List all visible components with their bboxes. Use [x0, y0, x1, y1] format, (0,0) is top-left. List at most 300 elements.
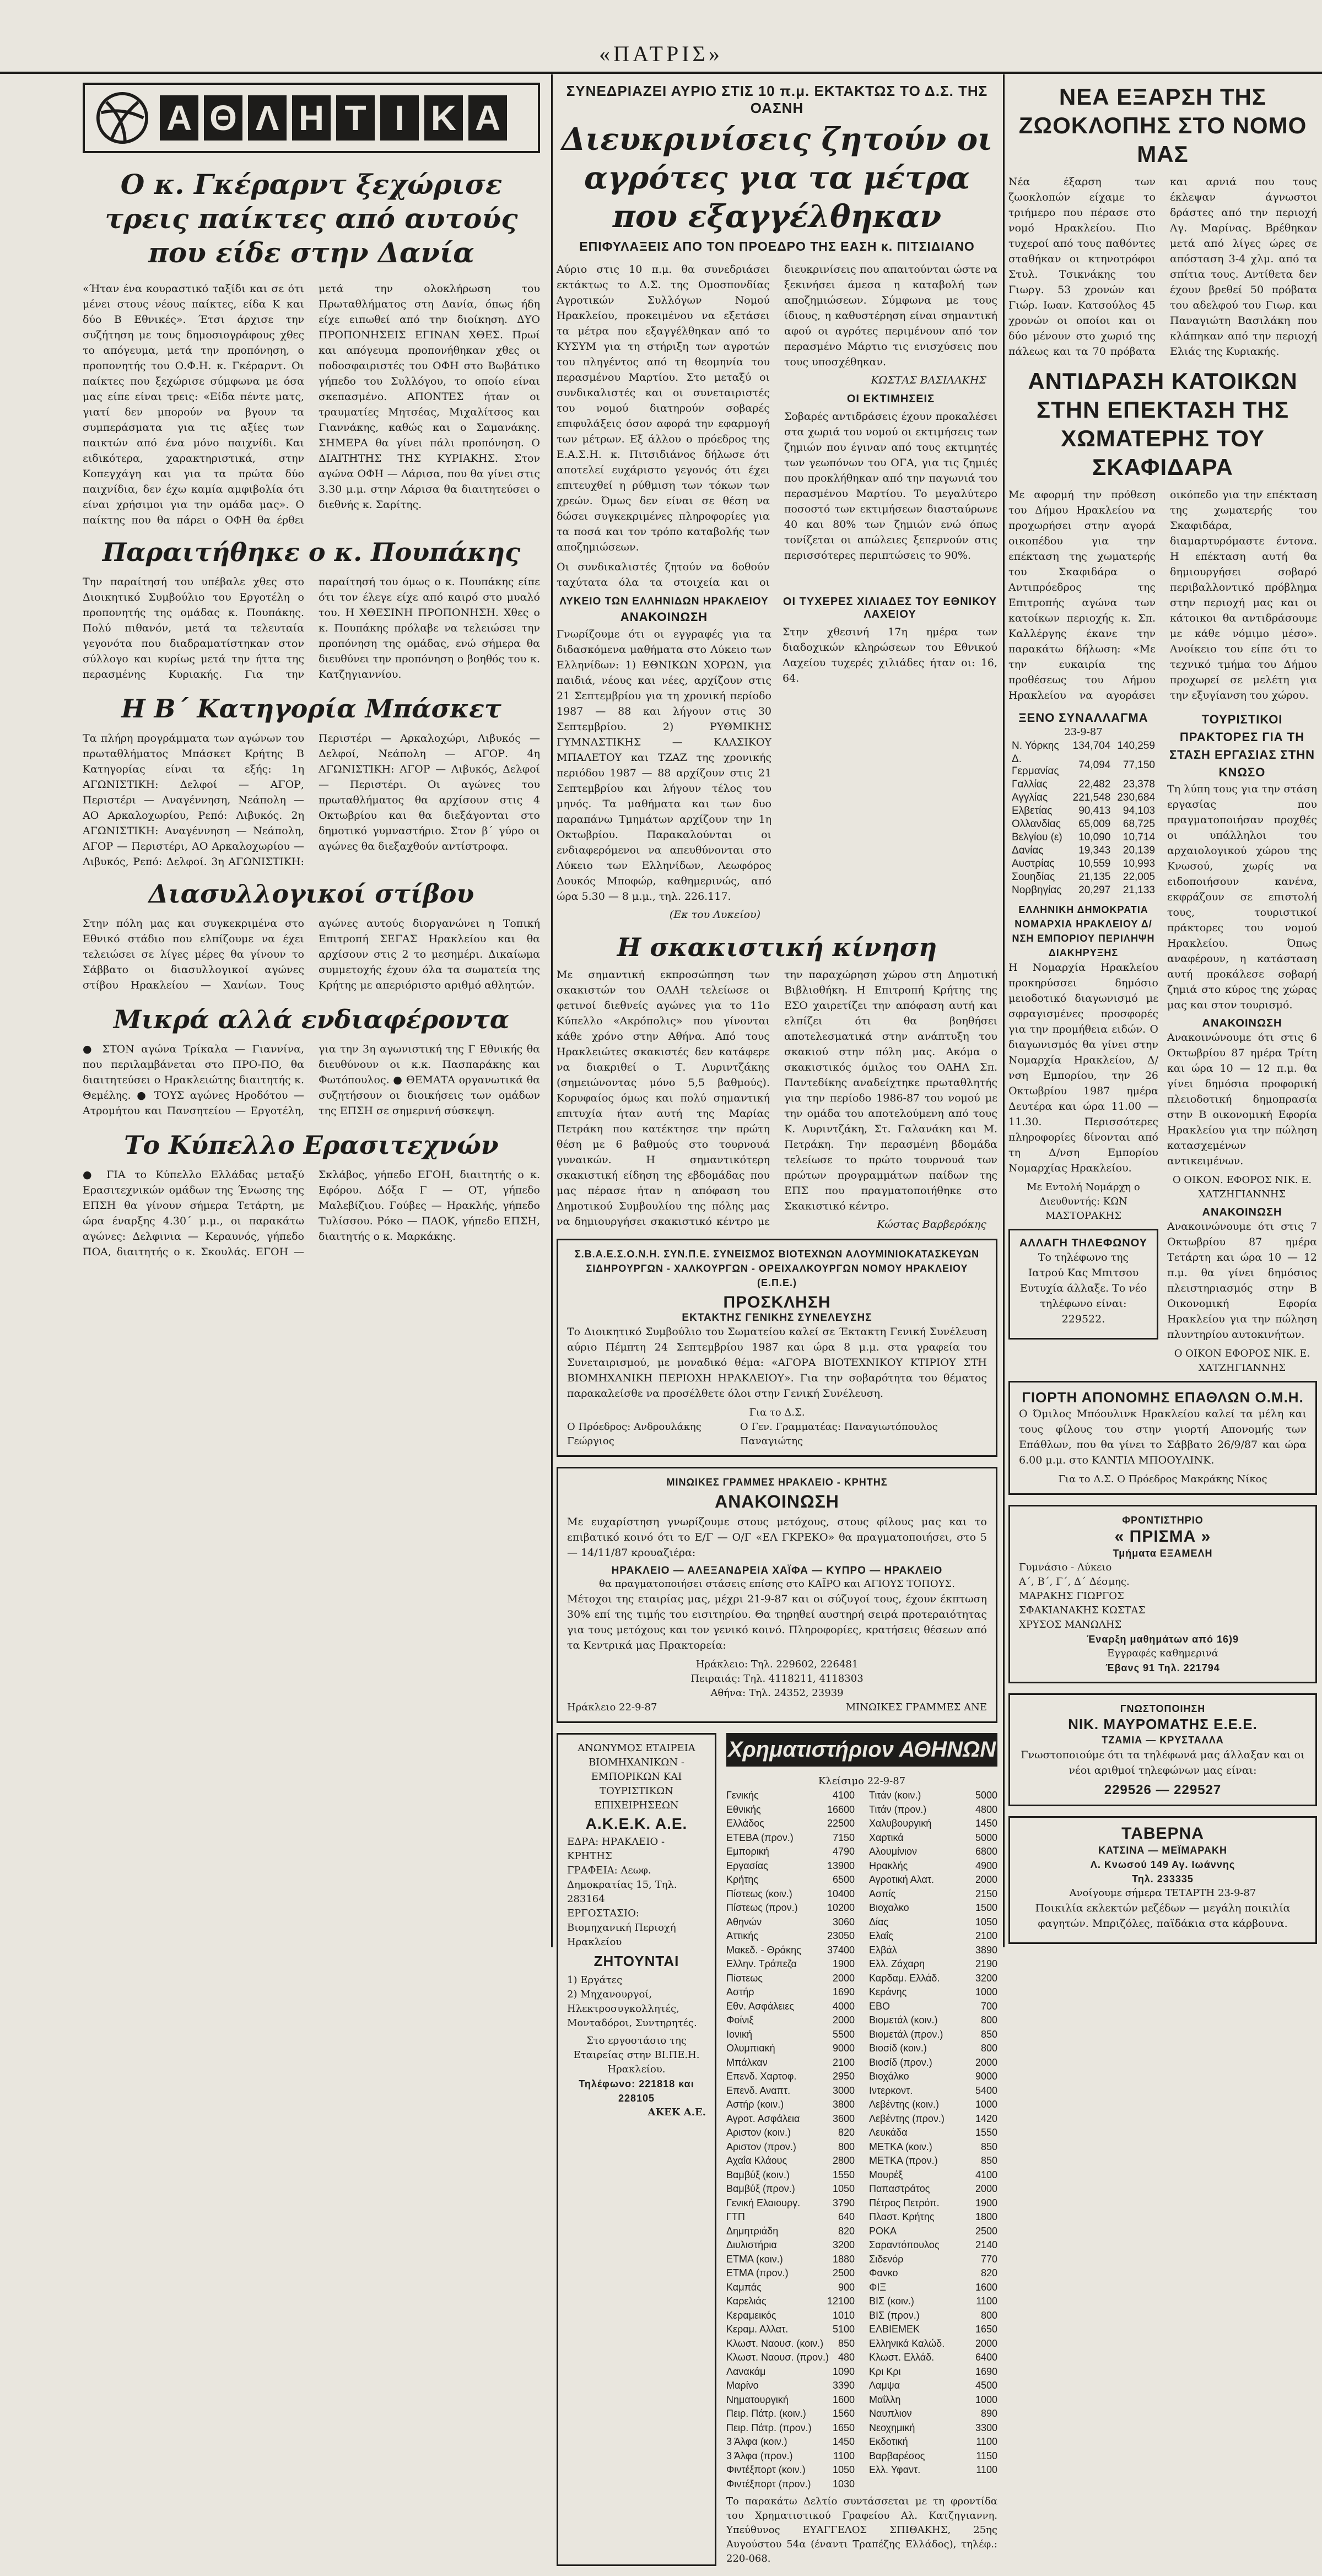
union-body: Το Διοικητικό Συμβούλιο του Σωματείου καλεί σε Έκτακτη Γενική Συνέλευση αύριο Πέμπτη 24 Σεπτεμβρίου 1987 και ώρα 8 μ.μ. στα γραφεία του Συνεταιρισμού, με μοναδικό θέμα: «ΑΓΟΡΑ ΒΙΟΤΕΧΝΙΚΟΥ ΚΤΙΡΙΟΥ ΣΤΗ ΒΙΟΜΗΧΑΝΙΚΗ ΠΕΡΙΟΧΗ ΗΡΑΚΛΕΙΟΥ». Για την σοβαρότητα του θέματος παρακαλείσθε να προσέλθετε όλοι στην Γενική Συνέλευση. [567, 1326, 987, 1400]
rate-currency: Αυστρίας [1012, 858, 1055, 870]
stock-name: Μακεδ. - Θράκης [726, 1944, 801, 1956]
stock-row [726, 2098, 855, 2112]
akek-factory: ΕΡΓΟΣΤΑΣΙΟ: Βιομηχανική Περιοχή Ηρακλείου [567, 1908, 676, 1948]
stock-name: ΜΕΤΚΑ (κοιν.) [869, 2141, 932, 2152]
stock-price: 1100 [976, 2436, 997, 2447]
akek-phones: Τηλέφωνο: 221818 και 228105 [579, 2078, 694, 2104]
stock-price: 6800 [975, 1846, 997, 1857]
stock-name: Πίστεως [726, 1972, 763, 1984]
stock-row [869, 1915, 997, 1930]
stock-price: 1010 [832, 2309, 855, 2321]
stock-row [869, 1901, 997, 1915]
stock-row [726, 2196, 855, 2211]
stock-name: ΕΤΕΒΑ (προν.) [726, 1832, 794, 1843]
stock-row [726, 1915, 855, 1930]
stock-row [869, 2182, 997, 2196]
stock-name: Βιοχαλκο [869, 1902, 909, 1913]
stock-name: Βαμβύξ (κοιν.) [726, 2169, 790, 2180]
akek-line: ΑΝΩΝΥΜΟΣ ΕΤΑΙΡΕΙΑ [578, 1742, 695, 1754]
stock-price: 3890 [975, 1944, 997, 1956]
rustling-story [1008, 174, 1317, 361]
rate-sell: 22,005 [1123, 871, 1155, 883]
stock-name: Βαρβαρέσος [869, 2450, 925, 2461]
stock-price: 1000 [975, 1986, 997, 1997]
stock-row [726, 2224, 855, 2239]
rate-currency: Γαλλίας [1012, 779, 1048, 790]
stock-price: 1100 [833, 2450, 855, 2461]
banner-letter: Κ [424, 95, 463, 141]
stock-row [726, 2449, 855, 2464]
stock-note: Το παρακάτω Δελτίο συντάσσεται με τη φροντίδα του Χρηματιστικού Γραφείου Αλ. Κατζηγιαννη. Υπεύθυνος ΕΥΑΓΓΕΛΟΣ ΣΠΙΘΑΚΗΣ, 25ης Αυγούστου 54α (έναντι Τραπέζης Ελλάδος), τηλέφ.: 220-068. [726, 2496, 997, 2564]
article-body: Τα πλήρη προγράμματα των αγώνων του πρωταθλήματος Μπάσκετ Κρήτης Β Κατηγορίας είναι τα εξής: 1η ΑΓΩΝΙΣΤΙΚΗ: Δελφοί — ΑΓΟΡ, Περιστέρι — Αναγέννηση, Νεάπολη — ΑΟ Αρκαλοχωρίου, Ρεπό: Λιβυκός. 2η ΑΓΩΝΙΣΤΙΚΗ: Αναγέννηση — Νεάπολη, ΑΓΟΡ — Περιστέρι, ΑΟ Αρκαλοχωρίου — Λιβυκός, Ρεπό: Δελφοί. 3η ΑΓΩΝΙΣΤΙΚΗ: Περιστέρι — Αρκαλοχώρι, Λιβυκός — Δελφοί, Νεάπολη — ΑΓΟΡ. 4η ΑΓΩΝΙΣΤΙΚΗ: ΑΓΟΡ — Λιβυκός, Δελφοί — Περιστέρι. Οι αγώνες του πρωταθλήματος θα αρχίσουν στις 4 Οκτωβρίου και θα διεξάγονται στο δημοτικό γυμναστήριο. Στον β΄ γύρο οι αγώνες θα διεξαχθούν αντίστροφα. [83, 732, 540, 868]
rate-sell: 230,684 [1117, 792, 1155, 803]
stock-price: 3800 [832, 2099, 855, 2110]
stock-row [726, 2056, 855, 2070]
stock-price: 2950 [832, 2071, 855, 2082]
mavromatis-label: ΓΝΩΣΤΟΠΟΙΗΣΗ [1120, 1703, 1206, 1714]
stock-name: Εθνικής [726, 1803, 761, 1815]
stock-row [726, 2351, 855, 2365]
stock-price: 6400 [975, 2352, 997, 2363]
stock-row [726, 2042, 855, 2056]
stock-price: 900 [838, 2281, 855, 2293]
stock-name: Ελλάδος [726, 1818, 764, 1829]
stock-price: 5000 [975, 1790, 997, 1801]
article-body: «Ήταν ένα κουραστικό ταξίδι και σε ότι μένει στους νέους παίκτες, είδα Κ και δύο Β Εθνικές». Έτσι άρχισε την συζήτηση με τους δημοσιογράφους χθες το απόγευμα, μετά την προπόνηση, ο προπονητής του Ο.Φ.Η. κ. Γκέραρντ. Οι παίκτες που ξεχώρισε σύμφωνα με όσα μας είπε είναι τρεις: «Είδα πέντε ματς, γιατί δεν μπορούν να βγουν τα συμπεράσματα για τις αξίες των παικτών από ένα μόνο παιχνίδι. Και ειδικότερα, χαρακτηριστικά, στην Κοπεγχάγη και για τα πρώτα δύο παιχνίδια, δεν έχω καμία αμφιβολία ότι είναι χρήσιμοι για την ομάδα μας». Ο παίκτης που θα πάρει ο ΟΦΗ θα έρθει μετά την ολοκλήρωση του Πρωταθλήματος στη Δανία, όπως ήδη είχε ειπωθεί από την διοίκηση. ΔΥΟ ΠΡΟΠΟΝΗΣΕΙΣ ΕΓΙΝΑΝ ΧΘΕΣ. Πρωί και απόγευμα προπονήθηκαν χθες οι ποδοσφαιριστές του ΟΦΗ στο Βωβάτικο γήπεδο του Συλλόγου, το οποίο είναι σκεπασμένο. ΑΠΟΝΤΕΣ ήταν οι τραυματίες Μητσέας, Μιχαλίτσος και Γιαννάκης, καθώς και ο Σαμανάκης. ΣΗΜΕΡΑ θα γίνει πάλι προπόνηση. Ο ΔΙΑΙΤΗΤΗΣ ΤΗΣ ΚΥΡΙΑΚΗΣ. Στον αγώνα ΟΦΗ — Λάρισα, που θα γίνει στις 3.30 μ.μ. στην Λάρισα θα διαιτητεύσει ο διεθνής κ. Σαρίτης. [83, 283, 540, 526]
stock-name: Πίστεως (κοιν.) [726, 1888, 792, 1899]
masthead: «ΠΑΤΡΙΣ» [599, 41, 723, 66]
stock-row [726, 2477, 855, 2492]
rate-sell: 140,259 [1117, 740, 1155, 752]
stock-price: 2500 [832, 2267, 855, 2278]
stock-price: 5000 [975, 1832, 997, 1843]
union-heading: Σ.Β.Α.Ε.Σ.Ο.Ν.Η. ΣΥΝ.Π.Ε. ΣΥΝΕΙΣΜΟΣ ΒΙΟΤΕΧΝΩΝ ΑΛΟΥΜΙΝΙΟΚΑΤΑΣΚΕΥΩΝ ΣΙΔΗΡΟΥΡΓΩΝ - ΧΑΛΚΟΥΡΓΩΝ - ΟΡΕΙΧΑΛΚΟΥΡΓΩΝ ΝΟΜΟΥ ΗΡΑΚΛΕΙΟΥ (Ε.Π.Ε.) [574, 1249, 980, 1288]
article-body: Αύριο στις 10 π.μ. θα συνεδριάσει εκτάκτως το Δ.Σ. της Ομοσπονδίας Αγροτικών Συλλόγων Νομού Ηρακλείου, προκειμένου να εξετάσει τα μέτρα που εξαγγέλθηκαν από το ΚΥΣΥΜ για τη στήριξη των αγροτών του πληγέντος από τη θεομηνία του περασμένου Μαρτίου. Στο μεταξύ οι συνδικαλιστές και οι συνεταιριστές του νομού διατηρούν σοβαρές επιφυλάξεις όσον αφορά την εφαρμογή των μέτρων. Εξ άλλου ο πρόεδρος της Ε.Α.Σ.Η. κ. Πιτσιδιάνος δήλωσε ότι αποτελεί ευχάριστο γεγονός ότι έχει επιτευχθεί η ρύθμιση των τόκων των χρεών. Όμως δεν είναι σε θέση να δώσει συγκεκριμένες πληροφορίες για τα ποσά και τον τρόπο καταβολής των αποζημιώσεων. [557, 263, 770, 553]
lottery-notice [783, 596, 997, 927]
sports-banner-title [160, 95, 507, 141]
tender-heading: ΕΛΛΗΝΙΚΗ ΔΗΜΟΚΡΑΤΙΑ ΝΟΜΑΡΧΙΑ ΗΡΑΚΛΕΙΟΥ Δ/ΝΣΗ ΕΜΠΟΡΙΟΥ ΠΕΡΙΛΗΨΗ ΔΙΑΚΗΡΥΞΗΣ [1012, 904, 1155, 958]
rate-row [1008, 844, 1158, 857]
stock-row [869, 2210, 997, 2224]
stock-price: 850 [838, 2337, 855, 2349]
minoan-signature: ΜΙΝΩΙΚΕΣ ΓΡΑΜΜΕΣ ΑΝΕ [845, 1702, 987, 1713]
rate-buy: 221,548 [1072, 792, 1111, 803]
rate-currency: Νορβηγίας [1012, 884, 1062, 896]
stock-name: Κεράνης [869, 1986, 907, 1997]
stock-row [869, 1943, 997, 1958]
stock-price: 2150 [975, 1888, 997, 1899]
rate-buy: 19,343 [1078, 845, 1111, 856]
stock-name: Γενικής [726, 1790, 759, 1801]
stock-row [869, 1817, 997, 1831]
stock-name: Διυλιστήρια [726, 2239, 777, 2250]
right-mid-row [1008, 711, 1317, 1375]
rate-buy: 10,559 [1078, 858, 1111, 870]
farmers-story [557, 262, 997, 590]
stock-list [726, 1789, 997, 2491]
stock-price: 5500 [832, 2028, 855, 2040]
stock-row [869, 2000, 997, 2014]
stock-price: 1450 [832, 2436, 855, 2447]
mavromatis-sub: ΤΖΑΜΙΑ — ΚΡΥΣΤΑΛΛΑ [1102, 1735, 1224, 1746]
stock-price: 1000 [975, 2394, 997, 2405]
stock-row [726, 2140, 855, 2154]
stock-name: Μουρέξ [869, 2169, 903, 2180]
phone-change-title: ΑΛΛΑΓΗ ΤΗΛΕΦΩΝΟΥ [1019, 1237, 1148, 1249]
stock-price: 800 [980, 2309, 997, 2321]
stock-price: 1450 [975, 1818, 997, 1829]
rate-currency: Ελβετίας [1012, 805, 1053, 817]
stock-name: Λανακάμ [726, 2366, 766, 2377]
stock-price: 4800 [975, 1803, 997, 1815]
stock-price: 4900 [975, 1860, 997, 1871]
stock-name: Πέτρος Πετρόπ. [869, 2197, 940, 2208]
stock-price: 3790 [832, 2197, 855, 2208]
rate-row [1008, 778, 1158, 791]
stock-name: Χαλυβουργική [869, 1818, 932, 1829]
stock-name: Εργασίας [726, 1860, 768, 1871]
article-body: ● ΓΙΑ το Κύπελλο Ελλάδας μεταξύ Ερασιτεχνικών ομάδων της Ένωσης της ΕΠΣΗ θα γίνουν σήμερα Τετάρτη, με ώρα έναρξης 4.30΄ μ.μ., οι παρακάτω αγώνες: Δελφινια — Κεραυνός, γήπεδο ΠΟΑ, διαιτητής ο κ. Σκουλάς. ΕΓΟΗ — Σκλάβος, γήπεδο ΕΓΟΗ, διαιτητής ο κ. Εφόρου. Δόξα Γ — ΟΤ, γήπεδο Μαλεβίζιου. Γούβες — Ηρακλής, γήπεδο Τυλίσσου. Ρόκο — ΠΑΟΚ, γήπεδο ΕΠΣΗ, διαιτητής ο κ. Μαρκάκης. [83, 1169, 540, 1258]
stock-row [726, 1831, 855, 1845]
agencies-body: Τη λύπη τους για την στάση εργασίας που πραγματοποιήσαν προχθές οι υπάλληλοι του αρχαιολογικού χώρου της Κνωσού, χωρίς να ειδοποιήσουν κανένα, εκφράζουν σε επιστολή τους, τουριστικοί πράκτορες του νομού Ηρακλείου. Όπως αναφέρουν, η κατάσταση αυτή προκάλεσε σοβαρή ζημιά στο κύρος της χώρας μας και στον τουρισμό. [1167, 783, 1317, 1011]
stock-price: 1880 [832, 2253, 855, 2265]
chess-headline: Η σκακιστική κίνηση [617, 932, 937, 962]
stock-price: 700 [980, 2000, 997, 2012]
stock-price: 2500 [975, 2225, 997, 2237]
stock-price: 37400 [827, 1944, 855, 1956]
sports-headline-basket: Η Β΄ Κατηγορία Μπάσκετ [121, 694, 501, 723]
crop-subhead: ΟΙ ΕΚΤΙΜΗΣΕΙΣ [846, 393, 935, 405]
stock-row [726, 1873, 855, 1887]
akek-seat: ΕΔΡΑ: ΗΡΑΚΛΕΙΟ - ΚΡΗΤΗΣ [567, 1836, 665, 1862]
stock-price: 820 [838, 2127, 855, 2138]
stock-price: 2000 [975, 2337, 997, 2349]
tender-body: Η Νομαρχία Ηρακλείου προκηρύσσει δημόσιο μειοδοτικό διαγωνισμό με σφραγισμένες προσφορές για την προμήθεια ειδών. Ο διαγωνισμός θα γίνει στην Νομαρχία Ηρακλείου, Δ/νση Εμπορίου, την 26 Οκτωβρίου 1987 ημέρα Δευτέρα και ώρα 11.00 — 11.30. Περισσότερες πληροφορίες δίνονται από τη Δ/νση Εμπορίου Νομαρχίας Ηρακλείου. [1008, 962, 1158, 1174]
stock-price: 1900 [832, 1958, 855, 1969]
stock-price: 1690 [975, 2366, 997, 2377]
rate-currency: Βελγίου (ε) [1012, 831, 1062, 843]
stock-row [869, 2140, 997, 2154]
stock-name: Ναυπλιον [869, 2408, 912, 2419]
bowling-signature: Για το Δ.Σ. Ο Πρόεδρος Μακράκης Νίκος [1058, 1473, 1267, 1485]
article-body: Στην πόλη μας και συγκεκριμένα στο Εθνικό στάδιο που ελπίζουμε να έχει τελειώσει σε λίγες μέρες θα γίνουν το Σάββατο οι διασυλλογικοί αγώνες στίβου Ηρακλείου — Χανίων. Τους αγώνες αυτούς διοργανώνει η Τοπική Επιτροπή ΣΕΓΑΣ Ηρακλείου και θα αρχίσουν στις 2 το μεσημέρι. Δικαίωμα συμμετοχής έχουν όλα τα σωματεία της Κρήτης με απεριόριστο αριθμό αθλητών. [83, 917, 540, 991]
stock-name: Πειρ. Πάτρ. (κοιν.) [726, 2408, 806, 2419]
stock-name: Εθν. Ασφάλειες [726, 2000, 794, 2012]
stock-row [869, 1789, 997, 1803]
stock-name: Γενική Ελαιουργ. [726, 2197, 801, 2208]
stock-price: 4790 [832, 1846, 855, 1857]
tax-notice-body: Ανακοινώνουμε ότι στις 6 Οκτωβρίου 87 ημέρα Τρίτη και ώρα 10 — 12 π.μ. θα γίνει δημόσια προφορική πλειοδοτική δημοπρασία στην Β οικονομική Εφορία Ηρακλείου για την πώληση κατασχεμένων αντικειμένων. [1167, 1032, 1317, 1167]
taverna-owner: ΚΑΤΣΙΝΑ — ΜΕΪΜΑΡΑΚΗ [1098, 1845, 1227, 1856]
stock-row [726, 1972, 855, 1986]
stock-name: Λαμψα [869, 2380, 900, 2391]
stock-row [869, 1929, 997, 1943]
stock-row [869, 2266, 997, 2281]
stock-date: Κλείσιμο 22-9-87 [818, 1775, 906, 1787]
stock-row [869, 2365, 997, 2379]
stock-price: 1560 [832, 2408, 855, 2419]
sports-headline-briefs: Μικρά αλλά ενδιαφέροντα [113, 1005, 510, 1034]
minoan-body: Με ευχαρίστηση γνωρίζουμε στους μετόχους, στους φίλους μας και το επιβατικό κοινό ότι το Ε/Γ — Ο/Γ «ΕΛ ΓΚΡΕΚΟ» θα πραγματοποιήσει, στο 5 — 14/11/87 κρουαζιέρα: [567, 1516, 987, 1559]
prisma-address: Έβανς 91 Τηλ. 221794 [1105, 1662, 1220, 1673]
sports-story-cup [83, 1167, 540, 1260]
stock-row [726, 2337, 855, 2351]
banner-letter: Η [292, 95, 331, 141]
stock-name: Αστήρ (κοιν.) [726, 2099, 784, 2110]
stock-price: 800 [980, 2015, 997, 2026]
sports-banner [83, 83, 540, 153]
stock-name: Ελαΐς [869, 1930, 893, 1941]
prisma-item: ΜΑΡΑΚΗΣ ΓΙΩΡΓΟΣ [1019, 1590, 1124, 1602]
rate-currency: Ολλανδίας [1012, 818, 1061, 830]
stock-price: 1690 [832, 1986, 855, 1997]
rate-sell: 23,378 [1123, 779, 1155, 790]
stock-row [869, 2379, 997, 2393]
stock-row [869, 1803, 997, 1817]
stock-row [726, 2126, 855, 2140]
stock-price: 1090 [832, 2366, 855, 2377]
union-signatures [567, 1420, 987, 1449]
stock-name: Φοίνιξ [726, 2015, 754, 2026]
stock-price: 2000 [975, 2056, 997, 2068]
stock-row [726, 1859, 855, 1873]
stock-row [869, 2421, 997, 2435]
sports-headline-cup: Το Κύπελλο Ερασιτεχνών [124, 1130, 499, 1160]
rate-row [1008, 818, 1158, 831]
stock-name: Αγροτ. Ασφάλεια [726, 2113, 800, 2124]
tax-notice-title: ΑΝΑΚΟΙΝΩΣΗ [1202, 1017, 1282, 1029]
stock-price: 1650 [832, 2422, 855, 2433]
right-column [1008, 83, 1317, 1945]
stock-price: 3600 [832, 2113, 855, 2124]
stock-name: Αριστον (κοιν.) [726, 2127, 791, 2138]
rate-sell: 20,139 [1123, 845, 1155, 856]
stock-price: 800 [838, 2141, 855, 2152]
stock-name: Ολυμπιακή [726, 2043, 775, 2054]
stock-name: Πίστεως (προν.) [726, 1902, 798, 1913]
stock-row [869, 2112, 997, 2126]
stock-row [869, 2393, 997, 2407]
article-body: Νέα έξαρση των ζωοκλοπών είχαμε το τριήμερο που πέρασε στο νομό Ηρακλείου. Πιο τυχεροί από τους παθόντες σταθήκαν οι κτηνοτρόφοι Στυλ. Τσικνάκης του Γιωργ. 53 χρονών και Γιώρ. Ιωαν. Κατσούλος 45 χρονών οι οποίοι και οι δύο μένουν στο χωριό της πάλεως και τα 70 πρόβατα και αρνιά που τους έκλεψαν άγνωστοι δράστες από την περιοχή Αγ. Μαρίνας. Βρέθηκαν μετά από λίγες ώρες σε απόσταση 3-4 χλμ. από τα σπίτια τους. Αντίθετα δεν έχουν βρεθεί 50 πρόβατα του αδελφού του Γιωρ. και Παναγιώτη Βασιλάκη που κλάπηκαν από την περιοχή Ελιάς της Κυριακής. [1008, 176, 1317, 358]
stock-row [869, 2013, 997, 2028]
union-sign-secretary: Ο Γεν. Γραμματέας: Παναγιωτόπουλος Παναγιώτης [740, 1421, 938, 1447]
stock-price: 1900 [975, 2197, 997, 2208]
stock-name: Λεβέντης (κοιν.) [869, 2099, 940, 2110]
rate-row [1008, 753, 1158, 778]
stock-name: Μπάλκαν [726, 2056, 768, 2068]
rate-currency: Σουηδίας [1012, 871, 1055, 883]
stock-row [726, 1985, 855, 2000]
rate-sell: 21,133 [1123, 884, 1155, 896]
stock-table [726, 1733, 997, 2576]
stock-name: Ηρακλής [869, 1860, 908, 1871]
stock-name: Ελλ. Υφαντ. [869, 2464, 921, 2475]
stock-name: Λεβέντης (προν.) [869, 2113, 945, 2124]
stock-name: Φανκο [869, 2267, 898, 2278]
stock-name: Κλωστ. Ναουσ. (προν.) [726, 2352, 829, 2363]
mid-bottom-row [557, 1733, 997, 2576]
stock-name: Ελλην. Τράπεζα [726, 1958, 797, 1969]
union-title: ΠΡΟΣΚΛΗΣΗ [723, 1293, 831, 1311]
stock-row [726, 2266, 855, 2281]
rate-buy: 10,090 [1078, 831, 1111, 843]
stock-row [869, 2435, 997, 2449]
stock-name: Σιδενόρ [869, 2253, 904, 2265]
stock-price: 850 [980, 2028, 997, 2040]
stock-price: 1800 [975, 2211, 997, 2222]
stock-row [869, 2056, 997, 2070]
stock-row [726, 2323, 855, 2337]
article-body: Οι συνδικαλιστές ζητούν να δοθούν ταχύτατα όλα τα στοιχεία και οι διευκρινίσεις που απαιτούνται ώστε να ξεκινήσει άμεσα η καταβολή των αποζημιώσεων. Σύμφωνα με τους ίδιους, η καθυστέρηση είναι σημαντική αφού οι αγρότες περιμένουν από τον περασμένο Μάρτιο τις ενισχύσεις που τους υποσχέθηκαν. [557, 263, 997, 588]
phone-change-body: Το τηλέφωνο της Ιατρού Κας Μπιτσου Ευτυχία άλλαξε. Το νέο τηλέφωνο είναι: 229522. [1019, 1251, 1147, 1325]
stock-price: 1000 [975, 2099, 997, 2110]
stock-row [869, 1985, 997, 2000]
stock-row [726, 1957, 855, 1972]
rate-row [1008, 831, 1158, 844]
sports-story-briefs [83, 1041, 540, 1121]
stock-name: Εκδοτική [869, 2436, 908, 2447]
banner-letter: Τ [336, 95, 375, 141]
stock-row [869, 1831, 997, 1845]
right-left-sub [1008, 711, 1158, 1375]
stock-name: Νηματουργική [726, 2394, 789, 2405]
stock-name: Λευκάδα [869, 2127, 908, 2138]
stock-name: Καμπάς [726, 2281, 762, 2293]
lyceum-heading: ΛΥΚΕΙΟ ΤΩΝ ΕΛΛΗΝΙΔΩΝ ΗΡΑΚΛΕΙΟΥ [559, 596, 769, 607]
stock-name: Νεοχημική [869, 2422, 915, 2433]
stock-price: 6500 [832, 1874, 855, 1885]
stock-price: 1600 [832, 2394, 855, 2405]
rate-buy: 65,009 [1078, 818, 1111, 830]
stock-price: 2190 [975, 1958, 997, 1969]
sports-story-basket [83, 731, 540, 870]
stock-row [726, 1901, 855, 1915]
minoan-notice [557, 1467, 997, 1723]
stock-name: Αριστον (προν.) [726, 2141, 796, 2152]
stock-name: Ιντερκοντ. [869, 2084, 913, 2096]
rate-row [1008, 739, 1158, 753]
mavromatis-phones: 229526 — 229527 [1104, 1783, 1222, 1797]
stock-price: 1600 [975, 2281, 997, 2293]
union-notice [557, 1239, 997, 1457]
banner-letter: Ι [380, 95, 419, 141]
stock-price: 9000 [832, 2043, 855, 2054]
stock-name: Επενδ. Χαρτοφ. [726, 2071, 797, 2082]
column-rule-2 [1003, 74, 1005, 1947]
prisma-daily: Εγγραφές καθημερινά [1107, 1648, 1218, 1659]
sports-column [83, 83, 540, 1945]
stock-row [869, 2028, 997, 2042]
article-signature: ΚΩΣΤΑΣ ΒΑΣΙΛΑΚΗΣ [871, 374, 986, 386]
stock-price: 1550 [975, 2127, 997, 2138]
stock-price: 23050 [827, 1930, 855, 1941]
stock-row [869, 2070, 997, 2084]
tax-notice-2-signature: Ο ΟΙΚΟΝ ΕΦΟΡΟΣ ΝΙΚ. Ε. ΧΑΤΖΗΓΙΑΝΝΗΣ [1174, 1348, 1310, 1374]
stock-row [726, 1943, 855, 1958]
sports-headline-poupakis: Παραιτήθηκε ο κ. Πουπάκης [102, 537, 521, 567]
stock-row [869, 2168, 997, 2183]
prisma-label: ΦΡΟΝΤΙΣΤΗΡΙΟ [1122, 1515, 1204, 1526]
stock-row [726, 1789, 855, 1803]
stock-row [869, 2084, 997, 2098]
stock-price: 3390 [832, 2380, 855, 2391]
stock-name: Κλωστ. Ναουσ. (κοιν.) [726, 2337, 824, 2349]
article-body: ● ΣΤΟΝ αγώνα Τρίκαλα — Γιαννίνα, που περιλαμβάνεται στο ΠΡΟ-ΠΟ, θα διαιτητεύσει ο Ηρακλειώτης διαιτητής κ. Θεμέλης. ● ΤΟΥΣ αγώνες Ηροδότου — Ατρομήτου και Πανσητείου — Εργοτέλη, για την 3η αγωνιστική της Γ Εθνικής θα διευθύνουν οι κ.κ. Πασπαράκης και Φωτόπουλος. ● ΘΕΜΑΤΑ οργανωτικά θα συζητήσουν οι διοικήσεις των ομάδων της ΕΠΣΗ σε σημερινή σύσκεψη. [83, 1043, 540, 1117]
stock-price: 12100 [827, 2296, 855, 2307]
stock-price: 2100 [975, 1930, 997, 1941]
stock-price: 4100 [832, 1790, 855, 1801]
stock-name: Βιοσίδ (προν.) [869, 2056, 932, 2068]
stock-row [869, 2281, 997, 2295]
akek-ad [557, 1733, 716, 2566]
rate-row [1008, 791, 1158, 804]
mavromatis-name: ΝΙΚ. ΜΑΥΡΟΜΑΤΗΣ Ε.Ε.Ε. [1068, 1716, 1258, 1732]
stock-row [869, 2224, 997, 2239]
stock-row [726, 1929, 855, 1943]
rate-currency: Ν. Υόρκης [1012, 740, 1059, 752]
taverna-opening: Ανοίγουμε σήμερα ΤΕΤΑΡΤΗ 23-9-87 [1069, 1887, 1256, 1899]
stock-price: 2000 [975, 2183, 997, 2194]
akek-job: 1) Εργάτες [567, 1974, 623, 1986]
stock-row [869, 2154, 997, 2168]
stock-name: ΕΒΟ [869, 2000, 891, 2012]
stock-name: Αττικής [726, 1930, 758, 1941]
union-subtitle: ΕΚΤΑΚΤΗΣ ΓΕΝΙΚΗΣ ΣΥΝΕΛΕΥΣΗΣ [682, 1312, 872, 1324]
stock-row [726, 2182, 855, 2196]
stock-price: 1100 [976, 2464, 997, 2475]
akek-line: ΒΙΟΜΗΧΑΝΙΚΩΝ - ΕΜΠΟΡΙΚΩΝ ΚΑΙ [589, 1757, 684, 1783]
stock-price: 10400 [827, 1888, 855, 1899]
minoan-body-2: Μέτοχοι της εταιρίας μας, μέχρι 21-9-87 και οι σύζυγοί τους, έχουν έκπτωση 30% επί της τιμής του εισιτηρίου. Θα τηρηθεί αυστηρή σειρά προτεραιότητας για τους μετόχους και τον γενικό κοινό. Πληροφορίες, κρατήσεις θέσεων από τα Κεντρικά μας Πρακτορεία: [567, 1593, 987, 1651]
stock-name: Αθηνών [726, 1916, 762, 1927]
taverna-ad [1008, 1816, 1317, 1944]
stock-price: 850 [980, 2155, 997, 2166]
stock-row [869, 2351, 997, 2365]
prisma-item: ΧΡΥΣΟΣ ΜΑΝΩΛΗΣ [1019, 1619, 1122, 1630]
stock-price: 10200 [827, 1902, 855, 1913]
rate-sell: 77,150 [1123, 759, 1155, 771]
column-rule-1 [551, 74, 553, 1947]
stock-row [726, 2253, 855, 2267]
stock-price: 3200 [975, 1972, 997, 1984]
stock-row [726, 2435, 855, 2449]
stock-name: ΓΤΠ [726, 2211, 745, 2222]
farmers-headline: Διευκρινίσεις ζητούν οι αγρότες για τα μέτρα που εξαγγέλθηκαν [561, 121, 993, 235]
minoan-office: Ηράκλειο: Τηλ. 229602, 226481 [695, 1659, 859, 1670]
stock-name: Ελληνικά Καλώδ. [869, 2337, 945, 2349]
lyceum-title: ΑΝΑΚΟΙΝΩΣΗ [620, 610, 708, 624]
sports-headline-athletics: Διασυλλογικοί στίβου [148, 879, 474, 909]
stock-price: 2140 [975, 2239, 997, 2250]
stock-price: 3300 [975, 2422, 997, 2433]
stock-price: 1650 [975, 2324, 997, 2335]
akek-line: ΤΟΥΡΙΣΤΙΚΩΝ ΕΠΙΧΕΙΡΗΣΕΩΝ [594, 1785, 679, 1811]
rate-row [1008, 804, 1158, 818]
prisma-item: ΣΦΑΚΙΑΝΑΚΗΣ ΚΩΣΤΑΣ [1019, 1605, 1146, 1616]
stock-name: Δίας [869, 1916, 889, 1927]
stock-name: Ιονική [726, 2028, 753, 2040]
stock-row [726, 2379, 855, 2393]
stock-row [726, 2070, 855, 2084]
taverna-address: Λ. Κνωσού 149 Αγ. Ιωάννης [1090, 1859, 1235, 1870]
stock-row [726, 2154, 855, 2168]
stock-price: 2000 [832, 2015, 855, 2026]
stock-row [726, 1887, 855, 1902]
right-right-sub [1167, 711, 1317, 1375]
stock-name: Τιτάν (κοιν.) [869, 1790, 921, 1801]
stock-name: ΒΙΣ (προν.) [869, 2309, 920, 2321]
stock-row [726, 2365, 855, 2379]
